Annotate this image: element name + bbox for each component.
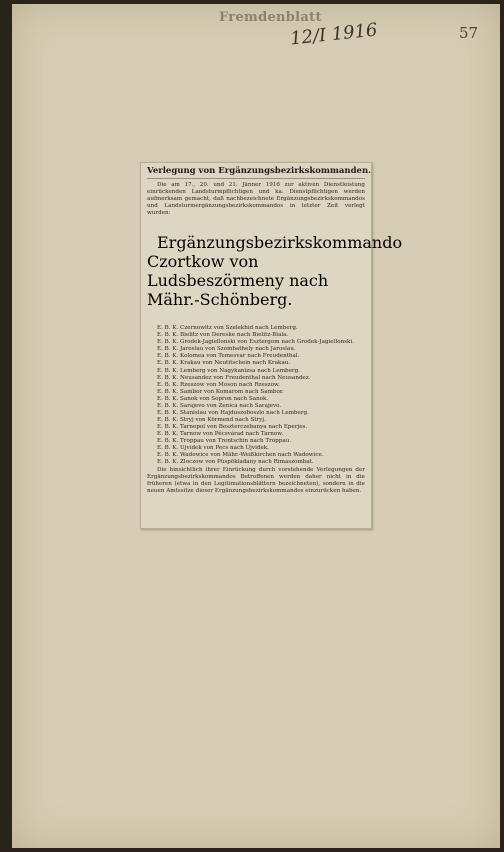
article-lead-entry: Ergänzungsbezirkskommando Czortkow von Ludsbeszörmeny nach Mähr.-Schönberg. — [147, 233, 403, 310]
relocation-entry: E. B. K. Neusandez von Freudenthal nach Neusandez. — [157, 374, 311, 381]
relocation-entry: E. B. K. Zloczow von Püspökladany nach Rimaszombat. — [157, 459, 314, 466]
relocation-entry: E. B. K. Stryj von Körmend nach Stryj. — [157, 416, 266, 423]
relocation-entry: E. B. K. Kolomea von Temesvar nach Freudenthal. — [157, 353, 300, 360]
relocation-entry: E. B. K. Stanislau von Hajduszoboszlo nach Lemberg. — [157, 409, 309, 416]
relocation-entry: E. B. K. Sarajevo von Zenica nach Sarajevo. — [157, 402, 282, 409]
relocation-entry: E. B. K. Grodek-Jagiellonski von Esztergom nach Grodek-Jagiellonski. — [157, 339, 354, 346]
relocation-entry: E. B. K. Wadowice von Mähr.-Weißkirchen nach Wadowice. — [157, 452, 324, 459]
relocation-entry: E. B. K. Jaroslau von Szombathely nach Jaroslau. — [157, 346, 296, 353]
newspaper-name: Fremdenblatt — [219, 10, 322, 25]
article-title: Verlegung von Ergänzungsbezirkskommanden. — [147, 166, 365, 179]
page-number: 57 — [459, 24, 479, 42]
relocation-entry: E. B. K. Tarnopol von Beszterczebanya nach Eperjes. — [157, 423, 308, 430]
article-intro: Die am 17., 20. und 21. Jänner 1916 zur aktiven Dienstleistung einrückenden Landsturmpflichtigen und ka. Dienstpflichtigen werden aufmerksam gemacht, daß nachbezeichnete Ergänzungsbezirkskommandos und Landsturmergänzungsbezirkskommandos in letzter Zeit verlegt wurden: — [147, 182, 365, 217]
relocation-entry: E. B. K. Troppau von Trentschin nach Troppau. — [157, 437, 292, 444]
relocation-entry: E. B. K. Bielitz von Dereske nach Bielitz-Biala. — [157, 332, 289, 339]
relocation-entry: E. B. K. Sanok von Sopron nach Sanok. — [157, 395, 269, 402]
newspaper-clipping — [140, 162, 403, 529]
relocation-entry: E. B. K. Tarnow von Pécsvárad nach Tarnow. — [157, 430, 284, 437]
relocation-entry: E. B. K. Czernowitz von Szelekhid nach Lemberg. — [157, 325, 298, 332]
relocation-entry: E. B. K. Sambor von Komarom nach Sambor. — [157, 388, 284, 395]
relocation-entry: E. B. K. Lemberg von Nagykanizsa nach Lemberg. — [157, 367, 300, 374]
relocation-entry: E. B. K. Rzeszow von Moson nach Rzeszow. — [157, 381, 280, 388]
relocation-entry: E. B. K. Krakau von Neutitschein nach Krakau. — [157, 360, 291, 367]
article-closing: Die hinsichtlich ihrer Einrückung durch vorstehende Verlegungen der Ergänzungsbezirkskommandos Betroffenen werden daher nicht in die früheren (etwa in den Legitimationsblättern bezeichneten), sondern in die neuen Amtssitze dieser Ergänzungsbezirkskommandos einzurücken haben. — [147, 467, 365, 495]
relocation-entry: E. B. K. Ujvidek von Pecs nach Ujvidek. — [157, 445, 269, 452]
handwritten-date: 12/I 1916 — [289, 19, 379, 50]
relocation-list — [147, 325, 365, 466]
